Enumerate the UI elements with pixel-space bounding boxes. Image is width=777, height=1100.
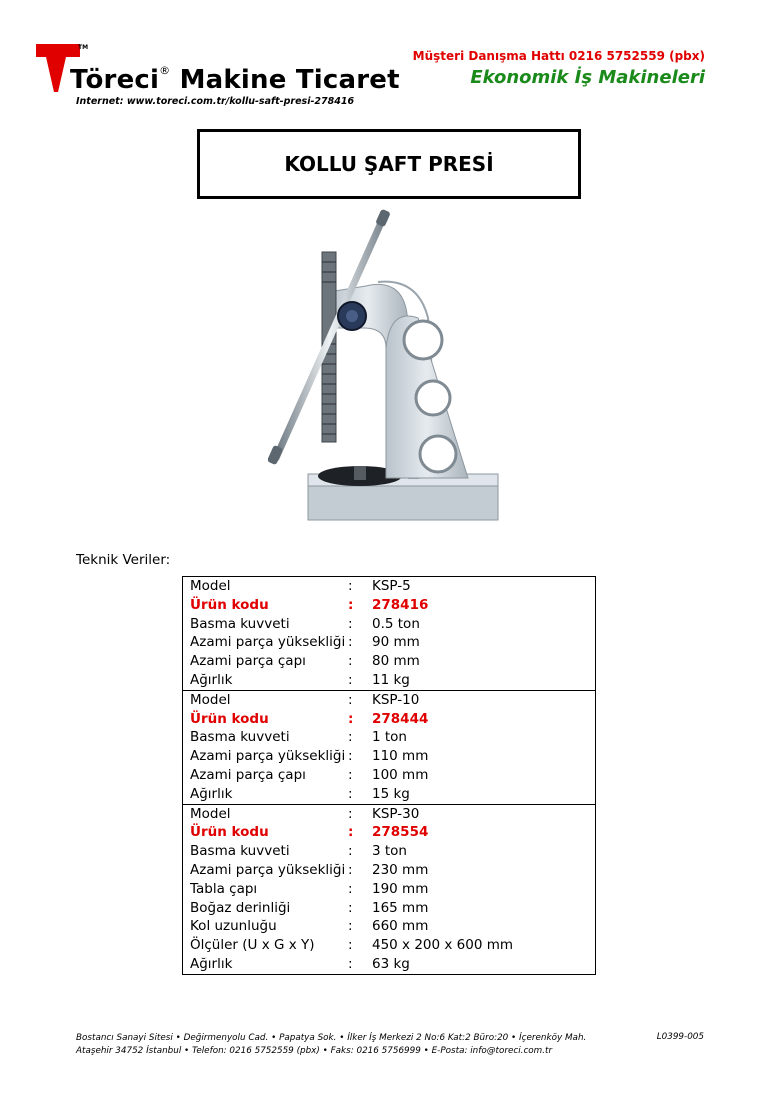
spec-key: Ürün kodu — [190, 596, 269, 613]
spec-value: 230 mm — [372, 861, 429, 878]
spec-row — [183, 633, 595, 652]
spec-block — [183, 804, 595, 974]
product-title: KOLLU ŞAFT PRESİ — [284, 152, 494, 176]
spec-separator: : — [348, 918, 353, 935]
spec-key: Model — [190, 805, 231, 822]
spec-separator: : — [348, 766, 353, 783]
spec-row — [183, 652, 595, 671]
spec-key: Ürün kodu — [190, 824, 269, 841]
spec-row — [183, 785, 595, 804]
spec-row — [183, 880, 595, 899]
registered-mark: ® — [159, 64, 171, 77]
spec-row-product-code — [183, 823, 595, 842]
spec-separator: : — [348, 671, 353, 688]
spec-key: Azami parça çapı — [190, 766, 306, 783]
spec-key: Model — [190, 578, 231, 594]
spec-row — [183, 766, 595, 785]
internet-link[interactable]: Internet: www.toreci.com.tr/kollu-saft-presi-278416 — [76, 96, 355, 107]
brand-name-tail: Makine Ticaret — [179, 65, 400, 95]
spec-separator: : — [348, 710, 354, 727]
spec-separator: : — [348, 634, 353, 651]
arbor-press-image — [268, 208, 508, 528]
spec-key: Ölçüler (U x G x Y) — [190, 937, 315, 954]
spec-row — [183, 861, 595, 880]
trademark-mark: TM — [78, 44, 89, 51]
spec-key: Kol uzunluğu — [190, 918, 277, 935]
spec-value: 165 mm — [372, 899, 429, 916]
spec-key: Ürün kodu — [190, 710, 269, 727]
footer-line-1: Bostancı Sanayi Sitesi • Değirmenyolu Cad. • Papatya Sok. • İlker İş Merkezi 2 No:6 Kat:2 Büro:20 • İçerenköy Mah. — [76, 1033, 587, 1043]
spec-key: Ağırlık — [190, 785, 233, 802]
spec-key: Model — [190, 691, 231, 708]
spec-block — [183, 690, 595, 804]
spec-value: 0.5 ton — [372, 615, 420, 632]
spec-key: Basma kuvveti — [190, 615, 290, 632]
spec-value: 660 mm — [372, 918, 429, 935]
spec-separator: : — [348, 729, 353, 746]
spec-value: 3 ton — [372, 843, 407, 860]
spec-value: 190 mm — [372, 880, 429, 897]
spec-key: Basma kuvveti — [190, 729, 290, 746]
spec-separator: : — [348, 843, 353, 860]
customer-hotline: Müşteri Danışma Hattı 0216 5752559 (pbx) — [412, 49, 705, 63]
spec-row — [183, 805, 595, 824]
spec-key: Basma kuvveti — [190, 843, 290, 860]
spec-value: KSP-10 — [372, 691, 420, 708]
spec-separator: : — [348, 578, 353, 594]
product-title-box — [197, 129, 581, 199]
spec-row — [183, 691, 595, 710]
spec-value: 278444 — [372, 710, 429, 727]
footer-address — [76, 1032, 586, 1058]
spec-row — [183, 577, 595, 596]
spec-separator: : — [348, 937, 353, 954]
spec-key: Ağırlık — [190, 955, 233, 972]
spec-value: 450 x 200 x 600 mm — [372, 937, 514, 954]
spec-key: Azami parça çapı — [190, 653, 306, 670]
spec-row-product-code — [183, 596, 595, 615]
spec-row — [183, 917, 595, 936]
document-id: L0399-005 — [656, 1032, 704, 1042]
spec-value: 278416 — [372, 596, 429, 613]
spec-separator: : — [348, 899, 353, 916]
company-slogan: Ekonomik İş Makineleri — [470, 67, 705, 88]
spec-key: Tabla çapı — [190, 880, 258, 897]
spec-separator: : — [348, 955, 353, 972]
spec-key: Azami parça yüksekliği — [190, 634, 346, 651]
technical-data-label: Teknik Veriler: — [76, 552, 171, 568]
spec-value: 15 kg — [372, 785, 410, 802]
spec-row — [183, 615, 595, 634]
spec-separator: : — [348, 748, 353, 765]
spec-value: KSP-30 — [372, 805, 420, 822]
spec-value: 80 mm — [372, 653, 420, 670]
footer-line-2: Ataşehir 34752 İstanbul • Telefon: 0216 5752559 (pbx) • Faks: 0216 5756999 • E-Posta: info@toreci.com.tr — [76, 1046, 553, 1056]
spec-row — [183, 936, 595, 955]
spec-row-product-code — [183, 710, 595, 729]
spec-value: 63 kg — [372, 955, 410, 972]
spec-value: 278554 — [372, 824, 429, 841]
spec-value: 11 kg — [372, 671, 410, 688]
spec-separator: : — [348, 824, 354, 841]
spec-separator: : — [348, 805, 353, 822]
spec-value: 90 mm — [372, 634, 420, 651]
spec-row — [183, 955, 595, 974]
spec-block — [183, 577, 595, 690]
spec-separator: : — [348, 691, 353, 708]
spec-row — [183, 728, 595, 747]
spec-row — [183, 747, 595, 766]
spec-row — [183, 671, 595, 690]
specs-table — [182, 576, 596, 975]
spec-key: Azami parça yüksekliği — [190, 748, 346, 765]
spec-separator: : — [348, 596, 354, 613]
spec-separator: : — [348, 785, 353, 802]
spec-key: Azami parça yüksekliği — [190, 861, 346, 878]
spec-value: 100 mm — [372, 766, 429, 783]
spec-separator: : — [348, 615, 353, 632]
spec-key: Ağırlık — [190, 671, 233, 688]
brand-name[interactable] — [70, 64, 400, 95]
spec-value: 110 mm — [372, 748, 429, 765]
spec-separator: : — [348, 653, 353, 670]
brand-name-main: Töreci — [70, 65, 160, 95]
spec-value: KSP-5 — [372, 578, 411, 594]
spec-separator: : — [348, 880, 353, 897]
spec-separator: : — [348, 861, 353, 878]
spec-key: Boğaz derinliği — [190, 899, 291, 916]
spec-row — [183, 899, 595, 918]
spec-value: 1 ton — [372, 729, 407, 746]
spec-row — [183, 842, 595, 861]
